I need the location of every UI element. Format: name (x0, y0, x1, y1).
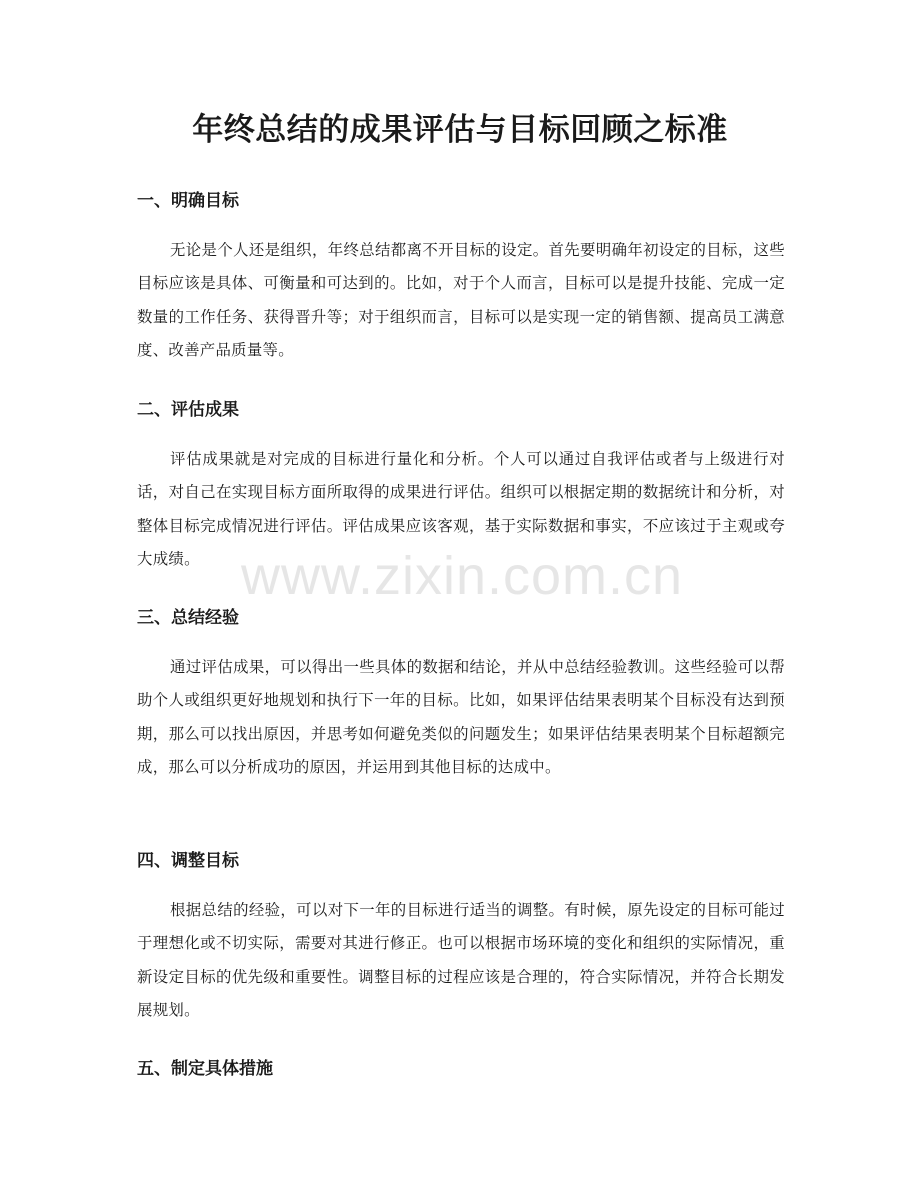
section-adjust-goals (137, 849, 785, 1027)
section-heading: 一、明确目标 (137, 191, 239, 211)
watermark: www.zixin.com.cn (240, 546, 684, 606)
document-title: 年终总结的成果评估与目标回顾之标准 (192, 112, 728, 148)
section-paragraph: 无论是个人还是组织，年终总结都离不开目标的设定。首先要明确年初设定的目标，这些目标应该是具体、可衡量和可达到的。比如，对于个人而言，目标可以是提升技能、完成一定数量的工作任务、获得晋升等；对于组织而言，目标可以是实现一定的销售额、提高员工满意度、改善产品质量等。 (137, 241, 785, 359)
section-paragraph: 根据总结的经验，可以对下一年的目标进行适当的调整。有时候，原先设定的目标可能过于理想化或不切实际，需要对其进行修正。也可以根据市场环境的变化和组织的实际情况，重新设定目标的优先级和重要性。调整目标的过程应该是合理的，符合实际情况，并符合长期发展规划。 (137, 901, 785, 1019)
section-heading: 五、制定具体措施 (137, 1059, 273, 1079)
section-heading: 四、调整目标 (137, 851, 239, 871)
section-paragraph: 评估成果就是对完成的目标进行量化和分析。个人可以通过自我评估或者与上级进行对话，对自己在实现目标方面所取得的成果进行评估。组织可以根据定期的数据统计和分析，对整体目标完成情况进行评估。评估成果应该客观，基于实际数据和事实，不应该过于主观或夸大成绩。 (137, 450, 785, 568)
section-clear-goals (137, 189, 785, 367)
section-heading: 三、总结经验 (137, 608, 239, 628)
section-heading: 二、评估成果 (137, 400, 239, 420)
section-evaluate-results (137, 398, 785, 576)
section-summarize-experience (137, 606, 785, 784)
section-paragraph: 通过评估成果，可以得出一些具体的数据和结论，并从中总结经验教训。这些经验可以帮助个人或组织更好地规划和执行下一年的目标。比如，如果评估结果表明某个目标没有达到预期，那么可以找出原因，并思考如何避免类似的问题发生；如果评估结果表明某个目标超额完成，那么可以分析成功的原因，并运用到其他目标的达成中。 (137, 658, 785, 776)
section-specific-measures (137, 1057, 785, 1081)
